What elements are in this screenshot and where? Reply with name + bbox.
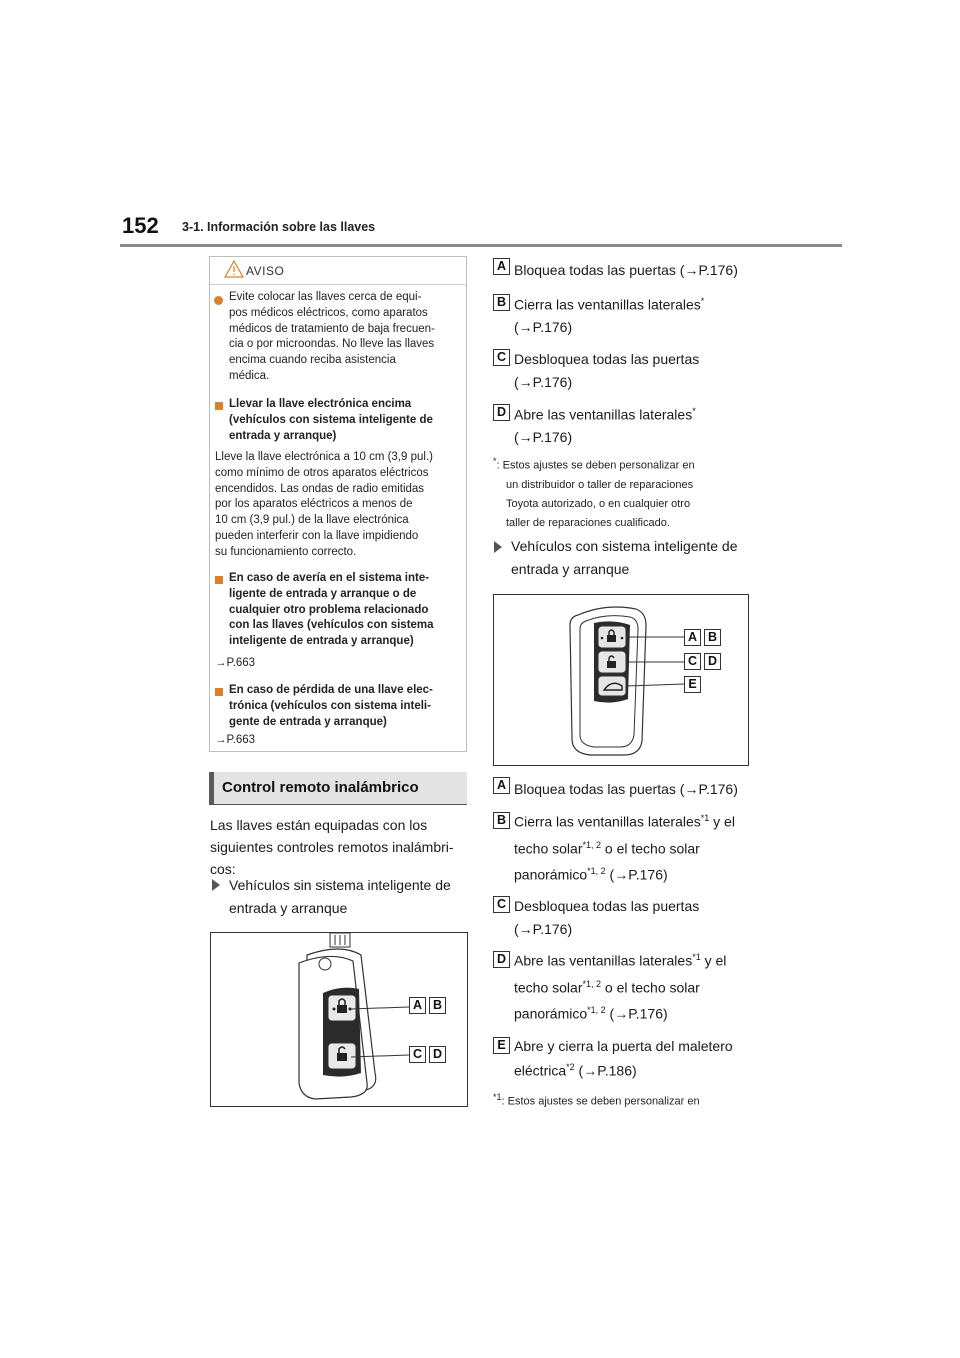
warning-line: Evite colocar las llaves cerca de equi- (229, 291, 422, 303)
figure-key-basic (210, 932, 468, 1107)
footnote-mark: *1 (700, 813, 710, 823)
item-marker-a: A (493, 258, 510, 275)
list2-e-line-2 (514, 1062, 637, 1079)
list2-c-ref: (→P.176) (514, 921, 573, 937)
warning-line: Llevar la llave electrónica encima (229, 398, 412, 410)
section-title: 3-1. Información sobre las llaves (182, 220, 376, 234)
list1-c-text: Desbloquea todas las puertas (514, 351, 700, 367)
text: y el (709, 813, 735, 830)
warning-line: En caso de pérdida de una llave elec- (229, 684, 433, 696)
header-rule (120, 244, 842, 247)
text: techo solar (514, 840, 583, 857)
section-heading: Control remoto inalámbrico (222, 779, 419, 796)
key-fob-smart-illustration (494, 595, 748, 765)
footnote-mark: * (692, 406, 696, 416)
warning-line: 10 cm (3,9 pul.) de la llave electrónica (215, 514, 409, 527)
text: Abre las ventanillas laterales (514, 952, 693, 969)
footnote-line: un distribuidor o taller de reparaciones (506, 478, 694, 491)
footnote-mark: * (700, 296, 705, 306)
warning-title: AVISO (246, 264, 285, 278)
case-2-label (511, 535, 761, 581)
list2-c-text: Desbloquea todas las puertas (514, 898, 700, 914)
warning-item-1 (229, 290, 465, 385)
list1-b-ref: (→P.176) (514, 319, 573, 335)
list1-b-line: Cierra las ventanillas laterales (514, 296, 701, 313)
warning-line: encendidos. Las ondas de radio emitidas (215, 482, 425, 495)
text: panorámico (514, 866, 588, 883)
warning-line: médica. (229, 369, 270, 382)
bullet-square-icon (215, 402, 223, 410)
footnote-mark: * (493, 456, 497, 466)
warning-line: ligente de entrada y arranque o de (229, 587, 417, 600)
warning-line: pueden interferir con la llave impidiendo (215, 529, 419, 542)
list2-footnote (493, 1088, 763, 1112)
text: panorámico (514, 1005, 588, 1022)
warning-line: por los aparatos eléctricos a menos de (215, 498, 413, 511)
text: (→P.186) (574, 1062, 637, 1079)
footnote-mark: *1, 2 (582, 979, 601, 989)
warning-line: su funcionamiento correcto. (215, 545, 357, 558)
item-marker-c: C (493, 349, 510, 366)
list2-d-line-1 (514, 952, 726, 969)
footnote-line: Toyota autorizado, o en cualquier otro (506, 497, 691, 510)
warning-line: cia o por microondas. No lleve las llaves (229, 338, 435, 351)
section-intro (210, 814, 468, 880)
text: Cierra las ventanillas laterales (514, 813, 701, 830)
list1-d-text (514, 406, 696, 423)
label-d: D (704, 653, 721, 670)
warning-line: como mínimo de otros aparatos eléctricos (215, 466, 429, 479)
list2-b-line-2 (514, 840, 700, 857)
warning-line: cualquier otro problema relacionado (229, 603, 429, 616)
warning-heading-2 (229, 397, 465, 444)
footnote-text: : Estos ajustes se deben personalizar en (501, 1095, 700, 1108)
list2-b-line-3 (514, 866, 668, 883)
key-fob-basic-illustration (211, 933, 467, 1106)
list1-b-text (514, 296, 704, 313)
arrow-right-icon (212, 879, 220, 891)
warning-line: En caso de avería en el sistema inte- (229, 572, 430, 584)
text: techo solar (514, 979, 583, 996)
arrow-right-icon (494, 541, 502, 553)
case-line: Vehículos sin sistema inteligente de (229, 877, 451, 893)
list2-d-line-3 (514, 1005, 668, 1022)
warning-triangle-icon (224, 260, 244, 278)
label-a: A (684, 629, 701, 646)
list1-footnote (493, 452, 763, 533)
warning-line: Lleve la llave electrónica a 10 cm (3,9 pul.) (215, 451, 433, 463)
warning-line: (vehículos con sistema inteligente de (229, 413, 433, 426)
item-marker-c: C (493, 896, 510, 913)
section-rule (209, 804, 467, 805)
label-a: A (409, 997, 426, 1014)
footnote-mark: *1, 2 (587, 866, 606, 876)
warning-line: médicos de tratamiento de baja frecuen- (229, 322, 435, 335)
list2-b-line-1 (514, 813, 735, 830)
intro-line: cos: (210, 861, 236, 877)
warning-ref-3: →P.663 (215, 657, 256, 669)
text: o el techo solar (601, 840, 700, 857)
footnote-line: taller de reparaciones cualificado. (506, 516, 670, 529)
warning-ref-4: →P.663 (215, 734, 256, 746)
figure-key-smart (493, 594, 749, 766)
footnote-mark: *1, 2 (582, 840, 601, 850)
case-line: entrada y arranque (511, 561, 630, 577)
warning-line: gente de entrada y arranque) (229, 715, 387, 728)
case-1-label (229, 874, 469, 920)
warning-line: entrada y arranque) (229, 429, 337, 442)
bullet-dot-icon (214, 296, 223, 305)
text: (→P.176) (605, 1005, 668, 1022)
warning-line: encima cuando reciba asistencia (229, 354, 396, 367)
list2-e-text: Abre y cierra la puerta del maletero (514, 1038, 733, 1054)
case-line: entrada y arranque (229, 900, 348, 916)
item-marker-b: B (493, 812, 510, 829)
footnote-mark: *1 (692, 952, 701, 962)
list2-a-text: Bloquea todas las puertas (→P.176) (514, 781, 738, 797)
item-marker-b: B (493, 294, 510, 311)
warning-line: con las llaves (vehículos con sistema (229, 619, 434, 632)
intro-line: siguientes controles remotos inalámbri- (210, 839, 454, 855)
warning-separator (210, 284, 466, 285)
bullet-square-icon (215, 688, 223, 696)
text: eléctrica (514, 1062, 567, 1079)
page-number: 152 (122, 213, 159, 238)
item-marker-a: A (493, 777, 510, 794)
warning-line: pos médicos eléctricos, como aparatos (229, 306, 428, 319)
footnote-mark: *1, 2 (587, 1005, 606, 1015)
case-line: Vehículos con sistema inteligente de (511, 538, 738, 554)
bullet-square-icon (215, 576, 223, 584)
label-c: C (409, 1046, 426, 1063)
text: o el techo solar (601, 979, 700, 996)
list2-d-line-2 (514, 979, 700, 996)
footnote-mark: *1 (493, 1092, 502, 1102)
warning-line: inteligente de entrada y arranque) (229, 635, 414, 648)
label-b: B (429, 997, 446, 1014)
list1-c-ref: (→P.176) (514, 374, 573, 390)
label-d: D (429, 1046, 446, 1063)
item-marker-d: D (493, 404, 510, 421)
warning-body-2 (215, 450, 465, 561)
warning-heading-4 (229, 683, 465, 730)
warning-heading-3 (229, 571, 465, 650)
label-e: E (684, 676, 701, 693)
footnote-mark: *2 (566, 1062, 575, 1072)
warning-line: trónica (vehículos con sistema inteli- (229, 699, 431, 712)
list1-d-ref: (→P.176) (514, 429, 573, 445)
text: (→P.176) (605, 866, 668, 883)
intro-line: Las llaves están equipadas con los (210, 817, 428, 833)
label-c: C (684, 653, 701, 670)
footnote-line (493, 452, 763, 476)
footnote-text: : Estos ajustes se deben personalizar en (496, 459, 695, 472)
text: y el (700, 952, 727, 969)
item-marker-d: D (493, 951, 510, 968)
item-marker-e: E (493, 1037, 510, 1054)
list1-a-text: Bloquea todas las puertas (→P.176) (514, 262, 738, 278)
list1-d-line: Abre las ventanillas laterales (514, 406, 693, 423)
label-b: B (704, 629, 721, 646)
